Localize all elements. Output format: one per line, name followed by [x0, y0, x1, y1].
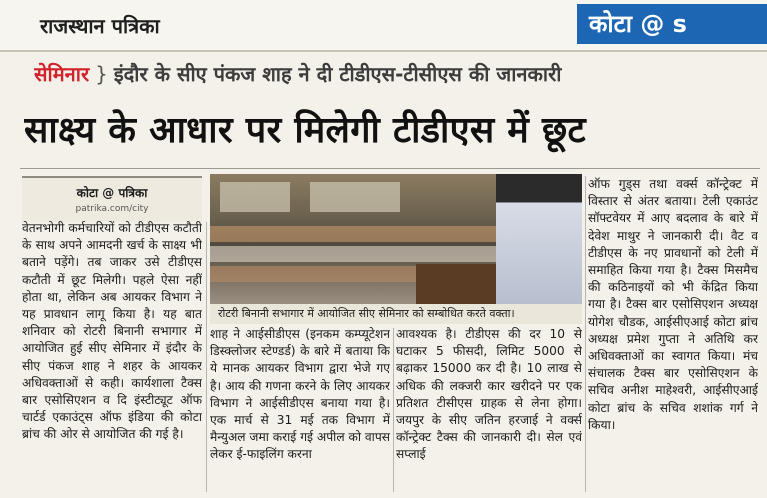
kicker-tag: सेमिनार — [34, 62, 90, 86]
edition-banner: कोटा @ s — [577, 4, 767, 44]
article-column-2: शाह ने आईसीडीएस (इनकम कम्प्यूटेशन डिस्क्लोजर स्टेण्डर्ड) के बारे में बताया कि ये मानक आयकर विभाग द्वारा भेजे गए है। आय की गणना करने के लिए आयकर विभाग ने आईसीडीएस बनाया गया है। एक मार्च से 31 मई तक विभाग में मैन्युअल जमा कराई गई अपील को वापस लेकर ई-फाइलिंग करना — [210, 327, 390, 462]
speaker-figure — [496, 174, 582, 304]
article-column-4: ऑफ गुड्स तथा वर्क्स कॉन्ट्रेक्ट में विस्तार से अंतर बताया। टेली एकाउंट सॉफ्टवेयर में आए बदलाव के बारे में देवेश माथुर ने जानकारी दी। वैट व टीडीएस के नए प्रावधानों को टेली में समाहित किया गया है। टैक्स मिसमैच की कठिनाइयों को भी केंद्रित किया गया है। टैक्स बार एसोसिएशन अध्यक्ष योगेश चौडक, आईसीएआई कोटा ब्रांच अध्यक्ष प्रमेश गुप्ता ने अतिथि कर अधिवक्ताओं का स्वागत किया। मंच संचालक टैक्स बार एसोसिएशन के सचिव अनीश माहेश्वरी, आईसीएआई कोटा ब्रांच के सचिव शशांक गर्ग ने किया। — [588, 177, 758, 432]
column-divider — [393, 328, 394, 492]
article-headline: साक्ष्य के आधार पर मिलेगी टीडीएस में छूट — [24, 110, 586, 151]
podium — [416, 264, 496, 304]
masthead — [0, 0, 767, 52]
headline-rule — [20, 168, 760, 169]
article-kicker — [34, 60, 754, 94]
byline-web: patrika.com/city — [75, 204, 149, 214]
photo-window — [310, 182, 400, 212]
article-column-3: आवश्यक है। टीडीएस की दर 10 से घटाकर 5 फीसदी, लिमिट 5000 से बढ़ाकर 15000 कर दी है। 10 लाख से अधिक की लक्जरी कार खरीदने पर एक प्रतिशत टीसीएस ग्राहक से लेना होगा। जयपुर के सीए जतिन हरजाई ने वर्क्स कॉन्ट्रेक्ट टैक्स की जानकारी दी। सेल एवं सप्लाई — [396, 327, 582, 462]
photo-caption: रोटरी बिनानी सभागार में आयोजित सीए सेमिनार को सम्बोधित करते वक्ता। — [210, 304, 582, 324]
kicker-separator: } — [95, 62, 108, 86]
photo-window — [220, 182, 290, 212]
byline-city: कोटा @ पत्रिका — [76, 186, 148, 200]
newspaper-brand: राजस्थान पत्रिका — [40, 14, 160, 38]
seminar-photo — [210, 174, 582, 304]
column-divider — [206, 222, 207, 492]
article-column-1: वेतनभोगी कर्मचारियों को टीडीएस कटौती के साथ अपने आमदनी खर्च के साक्ष्य भी बताने पड़ेंगे। तब जाकर उसे टीडीएस कटौती में छूट मिलेगी। पहले ऐसा नहीं होता था, लेकिन अब आयकर विभाग ने यह प्रावधान लागू किया है। यह बात शनिवार को रोटरी बिनानी सभागार में आयोजित हुई सीए सेमिनार में इंदौर के सीए पंकज शाह ने शहर के आयकर अधिवक्ताओं से कही। कार्यशाला टैक्स बार एसोसिएशन व दि इंस्टीट्यूट ऑफ चार्टर्ड एकाउंट्स ऑफ इंडिया की कोटा ब्रांच की ओर से आयोजित की गई है। — [22, 221, 202, 442]
kicker-text: इंदौर के सीए पंकज शाह ने दी टीडीएस-टीसीएस की जानकारी — [113, 62, 562, 86]
byline-box — [22, 176, 202, 222]
column-divider — [585, 176, 586, 492]
